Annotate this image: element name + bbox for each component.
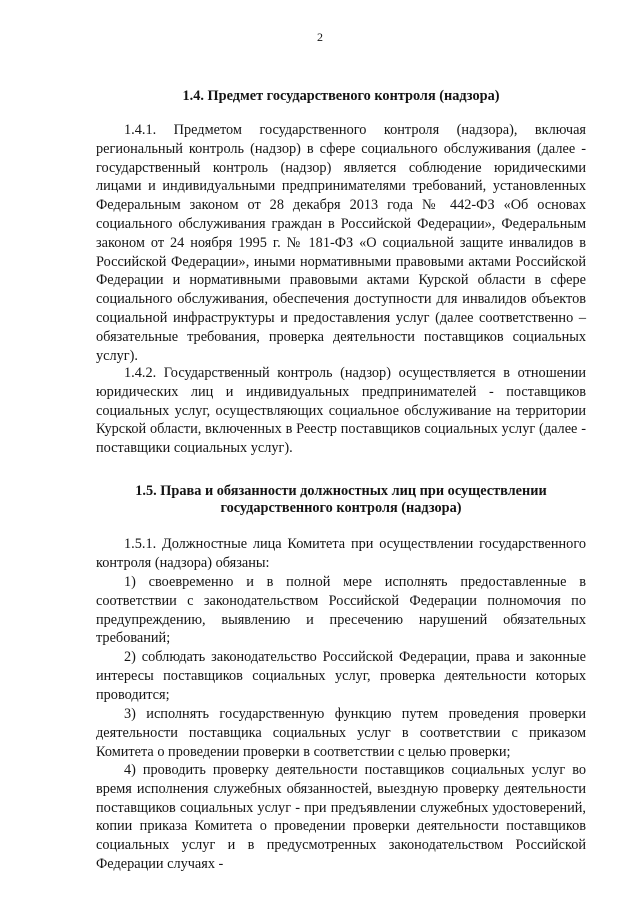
section-1-5-title-line2: государственного контроля (надзора): [220, 500, 462, 516]
page-number: 2: [317, 30, 323, 44]
paragraph-1-4-2: 1.4.2. Государственный контроль (надзор) осуществляется в отношении юридических лиц и индивидуальных предпринимателей - поставщиков социальных услуг, осуществляющих социальное обслуживание на территории Курской области, включенных в Реестр поставщиков социальных услуг (далее - поставщики социальных услуг).: [96, 365, 586, 457]
section-1-5-title: [96, 483, 586, 517]
list-item-4: 4) проводить проверку деятельности поставщиков социальных услуг во время исполнения служебных обязанностей, выездную проверку деятельности поставщиков социальных услуг - при предъявлении служебных удостоверений, копии приказа Комитета о проведении проверки деятельности поставщиков социальных услуг и в предусмотренных законодательством Российской Федерации случаях -: [96, 762, 586, 872]
list-item-3: 3) исполнять государственную функцию путем проведения проверки деятельности поставщика социальных услуг в соответствии с приказом Комитета о проведении проверки в соответствии с целью проверки;: [96, 706, 586, 760]
section-1-4-title: 1.4. Предмет государственого контроля (надзора): [182, 88, 500, 104]
paragraph-1-5-1: 1.5.1. Должностные лица Комитета при осуществлении государственного контроля (надзора) обязаны:: [96, 536, 586, 571]
section-1-5-title-line1: 1.5. Права и обязанности должностных лиц при осуществлении: [135, 483, 547, 499]
paragraph-1-4-1: 1.4.1. Предметом государственного контроля (надзора), включая региональный контроль (надзор) в сфере социального обслуживания (далее - государственный контроль (надзор) является соблюдение юридическими лицами и индивидуальными предпринимателями требований, установленных Федеральным законом от 28 декабря 2013 года № 442-ФЗ «Об основах социального обслуживания граждан в Российской Федерации», Федеральным законом от 24 ноября 1995 г. № 181-ФЗ «О социальной защите инвалидов в Российской Федерации», иными нормативными правовыми актами Российской Федерации и нормативными правовыми актами Курской области в сфере социального обслуживания, обеспечения доступности для инвалидов объектов социальной инфраструктуры и предоставления услуг (далее соответственно – обязательные требования, проверка деятельности поставщиков социальных услуг).: [96, 122, 586, 364]
list-item-1: 1) своевременно и в полной мере исполнять предоставленные в соответствии с законодательством Российской Федерации полномочия по предупреждению, выявлению и пресечению нарушений обязательных требований;: [96, 574, 586, 647]
list-item-2: 2) соблюдать законодательство Российской Федерации, права и законные интересы поставщиков социальных услуг, проверка деятельности которых проводится;: [96, 649, 586, 703]
